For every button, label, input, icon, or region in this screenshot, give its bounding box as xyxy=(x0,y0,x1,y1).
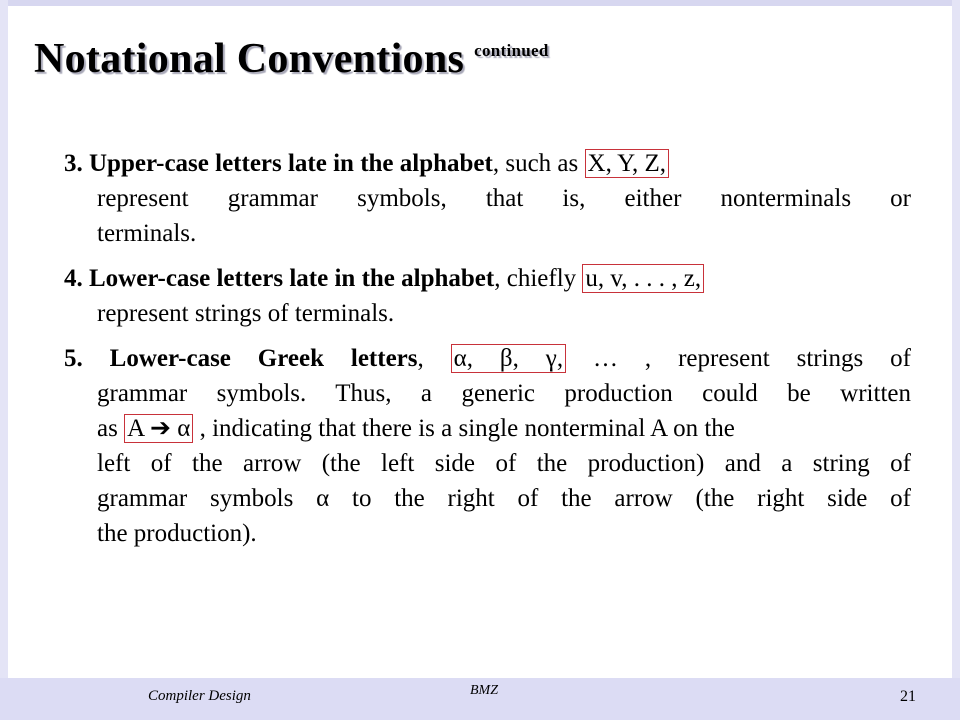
slide-number: 21 xyxy=(900,688,916,705)
item-5-production-boxed: A ➔ α xyxy=(124,414,193,443)
slide-body xyxy=(64,146,911,551)
convention-item-3 xyxy=(64,146,911,251)
item-5-line-3-pre: as xyxy=(97,415,125,442)
item-5-line-1 xyxy=(64,341,911,376)
item-5-tail: … , represent strings of xyxy=(566,345,911,372)
item-3-line-1 xyxy=(64,146,911,181)
item-3-line-2: represent grammar symbols, that is, either nonterminals or xyxy=(97,185,911,212)
top-border xyxy=(0,0,960,6)
item-4-line-1 xyxy=(64,261,911,296)
right-border xyxy=(952,0,960,680)
left-border xyxy=(0,0,8,680)
item-3-number: 3. xyxy=(64,150,83,177)
item-5-boxed: α, β, γ, xyxy=(451,344,566,373)
item-3-boxed: X, Y, Z, xyxy=(585,149,669,178)
convention-item-4 xyxy=(64,261,911,331)
item-4-number: 4. xyxy=(64,265,83,292)
item-4-heading: Lower-case letters late in the alphabet xyxy=(89,265,495,292)
convention-item-5 xyxy=(64,341,911,551)
item-5-heading: Lower-case Greek letters xyxy=(109,345,418,372)
item-4-boxed: u, v, . . . , z, xyxy=(582,264,704,293)
item-5-pre: , xyxy=(417,345,451,372)
item-5-number: 5. xyxy=(64,345,83,372)
item-4-line-2: represent strings of terminals. xyxy=(97,300,395,327)
title-text: Notational Conventions xyxy=(34,36,465,82)
item-3-pre: , such as xyxy=(492,150,585,177)
item-5-line-3-tail: , indicating that there is a single nonterminal A on the xyxy=(193,415,735,442)
slide-title xyxy=(34,26,549,84)
item-3-line-3: terminals. xyxy=(97,220,197,247)
item-5-line-6: the production). xyxy=(97,520,257,547)
item-4-pre: , chiefly xyxy=(494,265,583,292)
footer-course: Compiler Design xyxy=(148,688,251,704)
item-5-line-2: grammar symbols. Thus, a generic production could be written xyxy=(97,380,911,407)
footer-author: BMZ xyxy=(470,683,498,698)
item-3-heading: Upper-case letters late in the alphabet xyxy=(89,150,493,177)
item-5-line-3 xyxy=(64,411,911,446)
item-5-line-4: left of the arrow (the left side of the production) and a string of xyxy=(97,450,911,477)
title-suffix: continued xyxy=(474,41,549,60)
item-5-line-5: grammar symbols α to the right of the arrow (the right side of xyxy=(97,485,911,512)
